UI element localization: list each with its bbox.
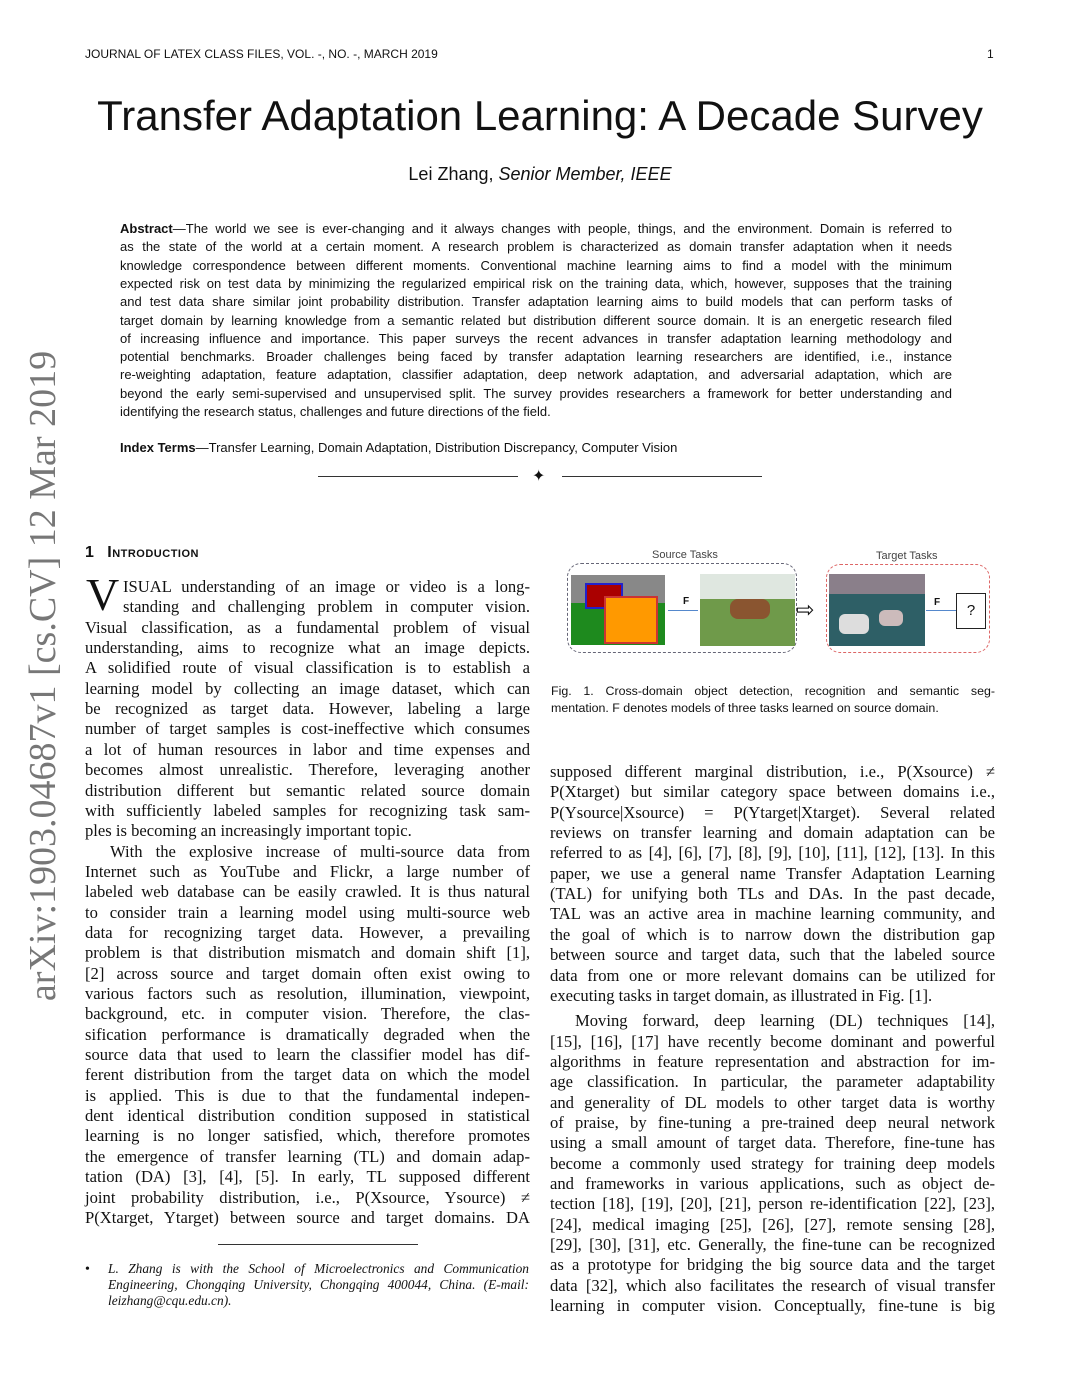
caption-line: mentation. F denotes models of three tasks learned on source domain. xyxy=(551,701,939,715)
abstract-label: Abstract xyxy=(120,221,173,236)
section-number: 1 xyxy=(85,544,94,561)
body-text-line: executing tasks in target domain, as illustrated in Fig. [1]. xyxy=(550,985,933,1005)
source-tasks-label: Source Tasks xyxy=(652,549,718,561)
body-text-line: and frameworks in various applications, such as object de- xyxy=(550,1174,995,1193)
body-text-line: (TAL) for unifying both TLs and DAs. In the past decade, xyxy=(550,884,995,904)
cow-photo xyxy=(700,574,795,646)
body-text-line: Visual classification, as a fundamental problem of visual xyxy=(85,617,530,637)
author-line xyxy=(0,164,1080,185)
arrow-right-icon xyxy=(926,610,956,611)
body-text-line: [29], [30], [31], etc. Generally, the fine-tune can be recognized xyxy=(550,1235,995,1255)
body-text-line: number of target samples is cost-ineffective which consumes xyxy=(85,719,530,739)
index-terms xyxy=(120,440,677,455)
abstract-line: knowledge correspondence between different moments. Conventional machine learning aims to find a model with the minimum xyxy=(120,257,952,273)
body-text-line: joint probability distribution, i.e., P(Xsource, Ysource) ≠ xyxy=(85,1187,530,1207)
body-text-line: sification performance is dramatically degraded when the xyxy=(85,1024,530,1044)
abstract-line: expected risk on test data by minimizing the regularized empirical risk on the training data, which, however, supposes that the training xyxy=(120,275,952,291)
body-text-line: Internet such as YouTube and Flickr, a large number of xyxy=(85,861,530,881)
body-text-line: data [32], which also facilitates the research of visual transfer xyxy=(550,1275,995,1295)
body-text-line: labeled web database can be easily crawled. It is thus natural xyxy=(85,882,530,902)
model-label-target: F xyxy=(934,597,941,608)
body-text-line: become a commonly used strategy for training deep models xyxy=(550,1153,995,1173)
body-text-line: be recognized as target data. However, labeling a large xyxy=(85,699,530,719)
footnote-line: leizhang@cqu.edu.cn). xyxy=(108,1293,232,1308)
abstract-line: identifying the research status, challenges and future directions of the field. xyxy=(120,404,551,419)
body-text-line: source data that used to learn the classifier model has dif- xyxy=(85,1045,530,1065)
footnote-line: L. Zhang is with the School of Microelectronics and Communication xyxy=(108,1261,529,1276)
abstract-line: of increasing influence and importance. This paper surveys the recent advances in transfer adaptation learning methodology and xyxy=(120,330,952,346)
body-text-line: the goal of which is to narrow down the distribution gap xyxy=(550,924,995,944)
body-text-line: age classification. In particular, the parameter adaptability xyxy=(550,1072,995,1092)
caption-line: Fig. 1. Cross-domain object detection, recognition and semantic seg- xyxy=(551,684,995,698)
body-text-line: With the explosive increase of multi-source data from xyxy=(110,841,530,861)
body-text-line: and generality of DL models to other target data is worthy xyxy=(550,1092,995,1112)
arrow-left-icon xyxy=(668,610,698,611)
body-text-line: supposed different marginal distribution, i.e., P(Xsource) ≠ xyxy=(550,762,995,781)
body-text-line: becomes almost unrealistic. Therefore, leveraging another xyxy=(85,760,530,780)
body-text-line: learning is no longer satisfied, which, therefore promotes xyxy=(85,1126,530,1146)
figure-caption xyxy=(551,683,995,717)
body-text-line: dent identical distribution condition supposed in statistical xyxy=(85,1106,530,1126)
body-text-line: using a small amount of target data. Therefore, fine-tune has xyxy=(550,1133,995,1153)
body-text-line: referred to as [4], [6], [7], [8], [9], [10], [11], [12], [13]. In this xyxy=(550,843,995,863)
abstract-line xyxy=(120,220,952,238)
body-text-line: tation (DA) [3], [4], [5]. In early, TL supposed different xyxy=(85,1167,530,1187)
running-header: JOURNAL OF LATEX CLASS FILES, VOL. -, NO. -, MARCH 2019 xyxy=(85,47,438,61)
abstract-text: —The world we see is ever-changing and it always changes with people, things, and the environment. Domain is referred to xyxy=(172,221,952,236)
body-text-line: ferent distribution from the target data on which the model xyxy=(85,1065,530,1085)
body-text-line: understanding, aims to recognize what an image depicts. xyxy=(85,638,530,658)
body-text-line: P(Xtarget, Ytarget) between source and target domains. DA xyxy=(85,1207,530,1227)
footnote-rule xyxy=(218,1244,418,1245)
body-text-line: data for recognizing target data. However, a prevailing xyxy=(85,922,530,942)
body-text-line: learning model by collecting an image dataset, which can xyxy=(85,678,530,698)
body-text-line: to consider train a learning model using multi-source web xyxy=(85,902,530,922)
abstract-line: and test data share similar joint probability distribution. Transfer adaptation learning aims to build models that can perform tasks of xyxy=(120,294,952,310)
body-text-line: with sufficiently labeled samples for recognizing task sam- xyxy=(85,800,530,820)
body-text-line: [2] across source and target domain often exist owing to xyxy=(85,963,530,983)
author-affiliation: Senior Member, IEEE xyxy=(498,164,672,184)
body-text-line: [15], [16], [17] have recently become dominant and powerful xyxy=(550,1031,995,1051)
cartoon-image xyxy=(829,574,925,646)
abstract-line: target domain by learning knowledge from a semantic related but distribution different source domain. It is an energetic research filed xyxy=(120,312,952,328)
abstract-line: re-weighting adaptation, feature adaptation, classifier adaptation, deep network adaptation, and adversarial adaptation, which are xyxy=(120,367,952,383)
page-number: 1 xyxy=(987,47,994,61)
body-text-line: is applied. This is due to that the fundamental indepen- xyxy=(85,1085,530,1105)
model-label-source: F xyxy=(683,596,690,607)
bullet-icon: • xyxy=(85,1262,90,1277)
body-text-line: problem is that distribution mismatch and domain shift [1], xyxy=(85,943,530,963)
double-arrow-icon: ⇨ xyxy=(796,597,815,622)
body-text-line: standing and challenging problem in computer vision. xyxy=(123,597,530,617)
body-text-line: P(Xtarget) but similar category space between domains i.e., xyxy=(550,782,995,802)
body-text-line: as a prototype for bridging the big source data and the target xyxy=(550,1255,995,1275)
body-text-line: A solidified route of visual classification is to establish a xyxy=(85,658,530,678)
diamond-icon: ✦ xyxy=(532,468,546,485)
footnote-line: Engineering, Chongqing University, Chongqing 400044, China. (E-mail: xyxy=(108,1277,529,1292)
abstract-line: potential benchmarks. Broader challenges being faced by transfer adaptation learning researchers are identified, i.e., instance xyxy=(120,349,952,365)
abstract-line: beyond the early semi-supervised and unsupervised split. The survey provides researchers a framework for better understanding and xyxy=(120,385,952,401)
body-text-line: tection [18], [19], [20], [21], person re-identification [22], [23], xyxy=(550,1194,995,1214)
body-text-line: a lot of human resources in labor and time expenses and xyxy=(85,739,530,759)
body-text-line: paper, we use a general name Transfer Adaptation Learning xyxy=(550,863,995,883)
divider-left xyxy=(318,476,518,477)
segmentation-image xyxy=(571,575,665,645)
section-heading xyxy=(85,544,199,562)
index-terms-label: Index Terms xyxy=(120,440,196,455)
unknown-output-box: ? xyxy=(956,593,986,629)
arxiv-stamp: arXiv:1903.04687v1 [cs.CV] 12 Mar 2019 xyxy=(22,350,64,1002)
divider-right xyxy=(562,476,762,477)
body-text-line: distribution different but semantic related source domain xyxy=(85,780,530,800)
footnote xyxy=(108,1261,529,1309)
body-text-line: TAL was an active area in machine learning community, and xyxy=(550,904,995,924)
body-text-line: reviews on transfer learning and domain adaptation can be xyxy=(550,823,995,843)
body-text-line: background, etc. in computer vision. Therefore, the clas- xyxy=(85,1004,530,1024)
section-title: Introduction xyxy=(107,544,199,561)
body-text-line: ISUAL understanding of an image or video is a long- xyxy=(123,577,530,596)
paper-title: Transfer Adaptation Learning: A Decade Survey xyxy=(97,92,983,139)
author-name: Lei Zhang, xyxy=(408,164,494,184)
abstract-line: as the state of the world at a certain moment. A research problem is characterized as domain transfer adaptation when it needs xyxy=(120,239,952,255)
body-text-line: ples is becoming an increasingly important topic. xyxy=(85,821,412,841)
index-terms-text: —Transfer Learning, Domain Adaptation, Distribution Discrepancy, Computer Vision xyxy=(195,440,678,455)
drop-cap: V xyxy=(86,569,120,620)
body-text-line: [24], medical imaging [25], [26], [27], remote sensing [28], xyxy=(550,1214,995,1234)
body-text-line: algorithms in feature representation and abstraction for im- xyxy=(550,1051,995,1071)
body-text-line: Moving forward, deep learning (DL) techniques [14], xyxy=(575,1011,995,1031)
body-text-line: between source and target data, such that the labeled source xyxy=(550,945,995,965)
body-text-line: of praise, by fine-tuning a pre-trained deep neural network xyxy=(550,1112,995,1132)
target-tasks-label: Target Tasks xyxy=(876,550,938,562)
body-text-line: data from one or more relevant domains can be utilized for xyxy=(550,965,995,985)
body-text-line: the emergence of transfer learning (TL) and domain adap- xyxy=(85,1146,530,1166)
body-text-line: learning in computer vision. Conceptually, fine-tune is big xyxy=(550,1296,995,1316)
body-text-line: P(Ysource|Xsource) = P(Ytarget|Xtarget). Several related xyxy=(550,802,995,822)
body-text-line: various factors such as resolution, illumination, viewpoint, xyxy=(85,984,530,1003)
